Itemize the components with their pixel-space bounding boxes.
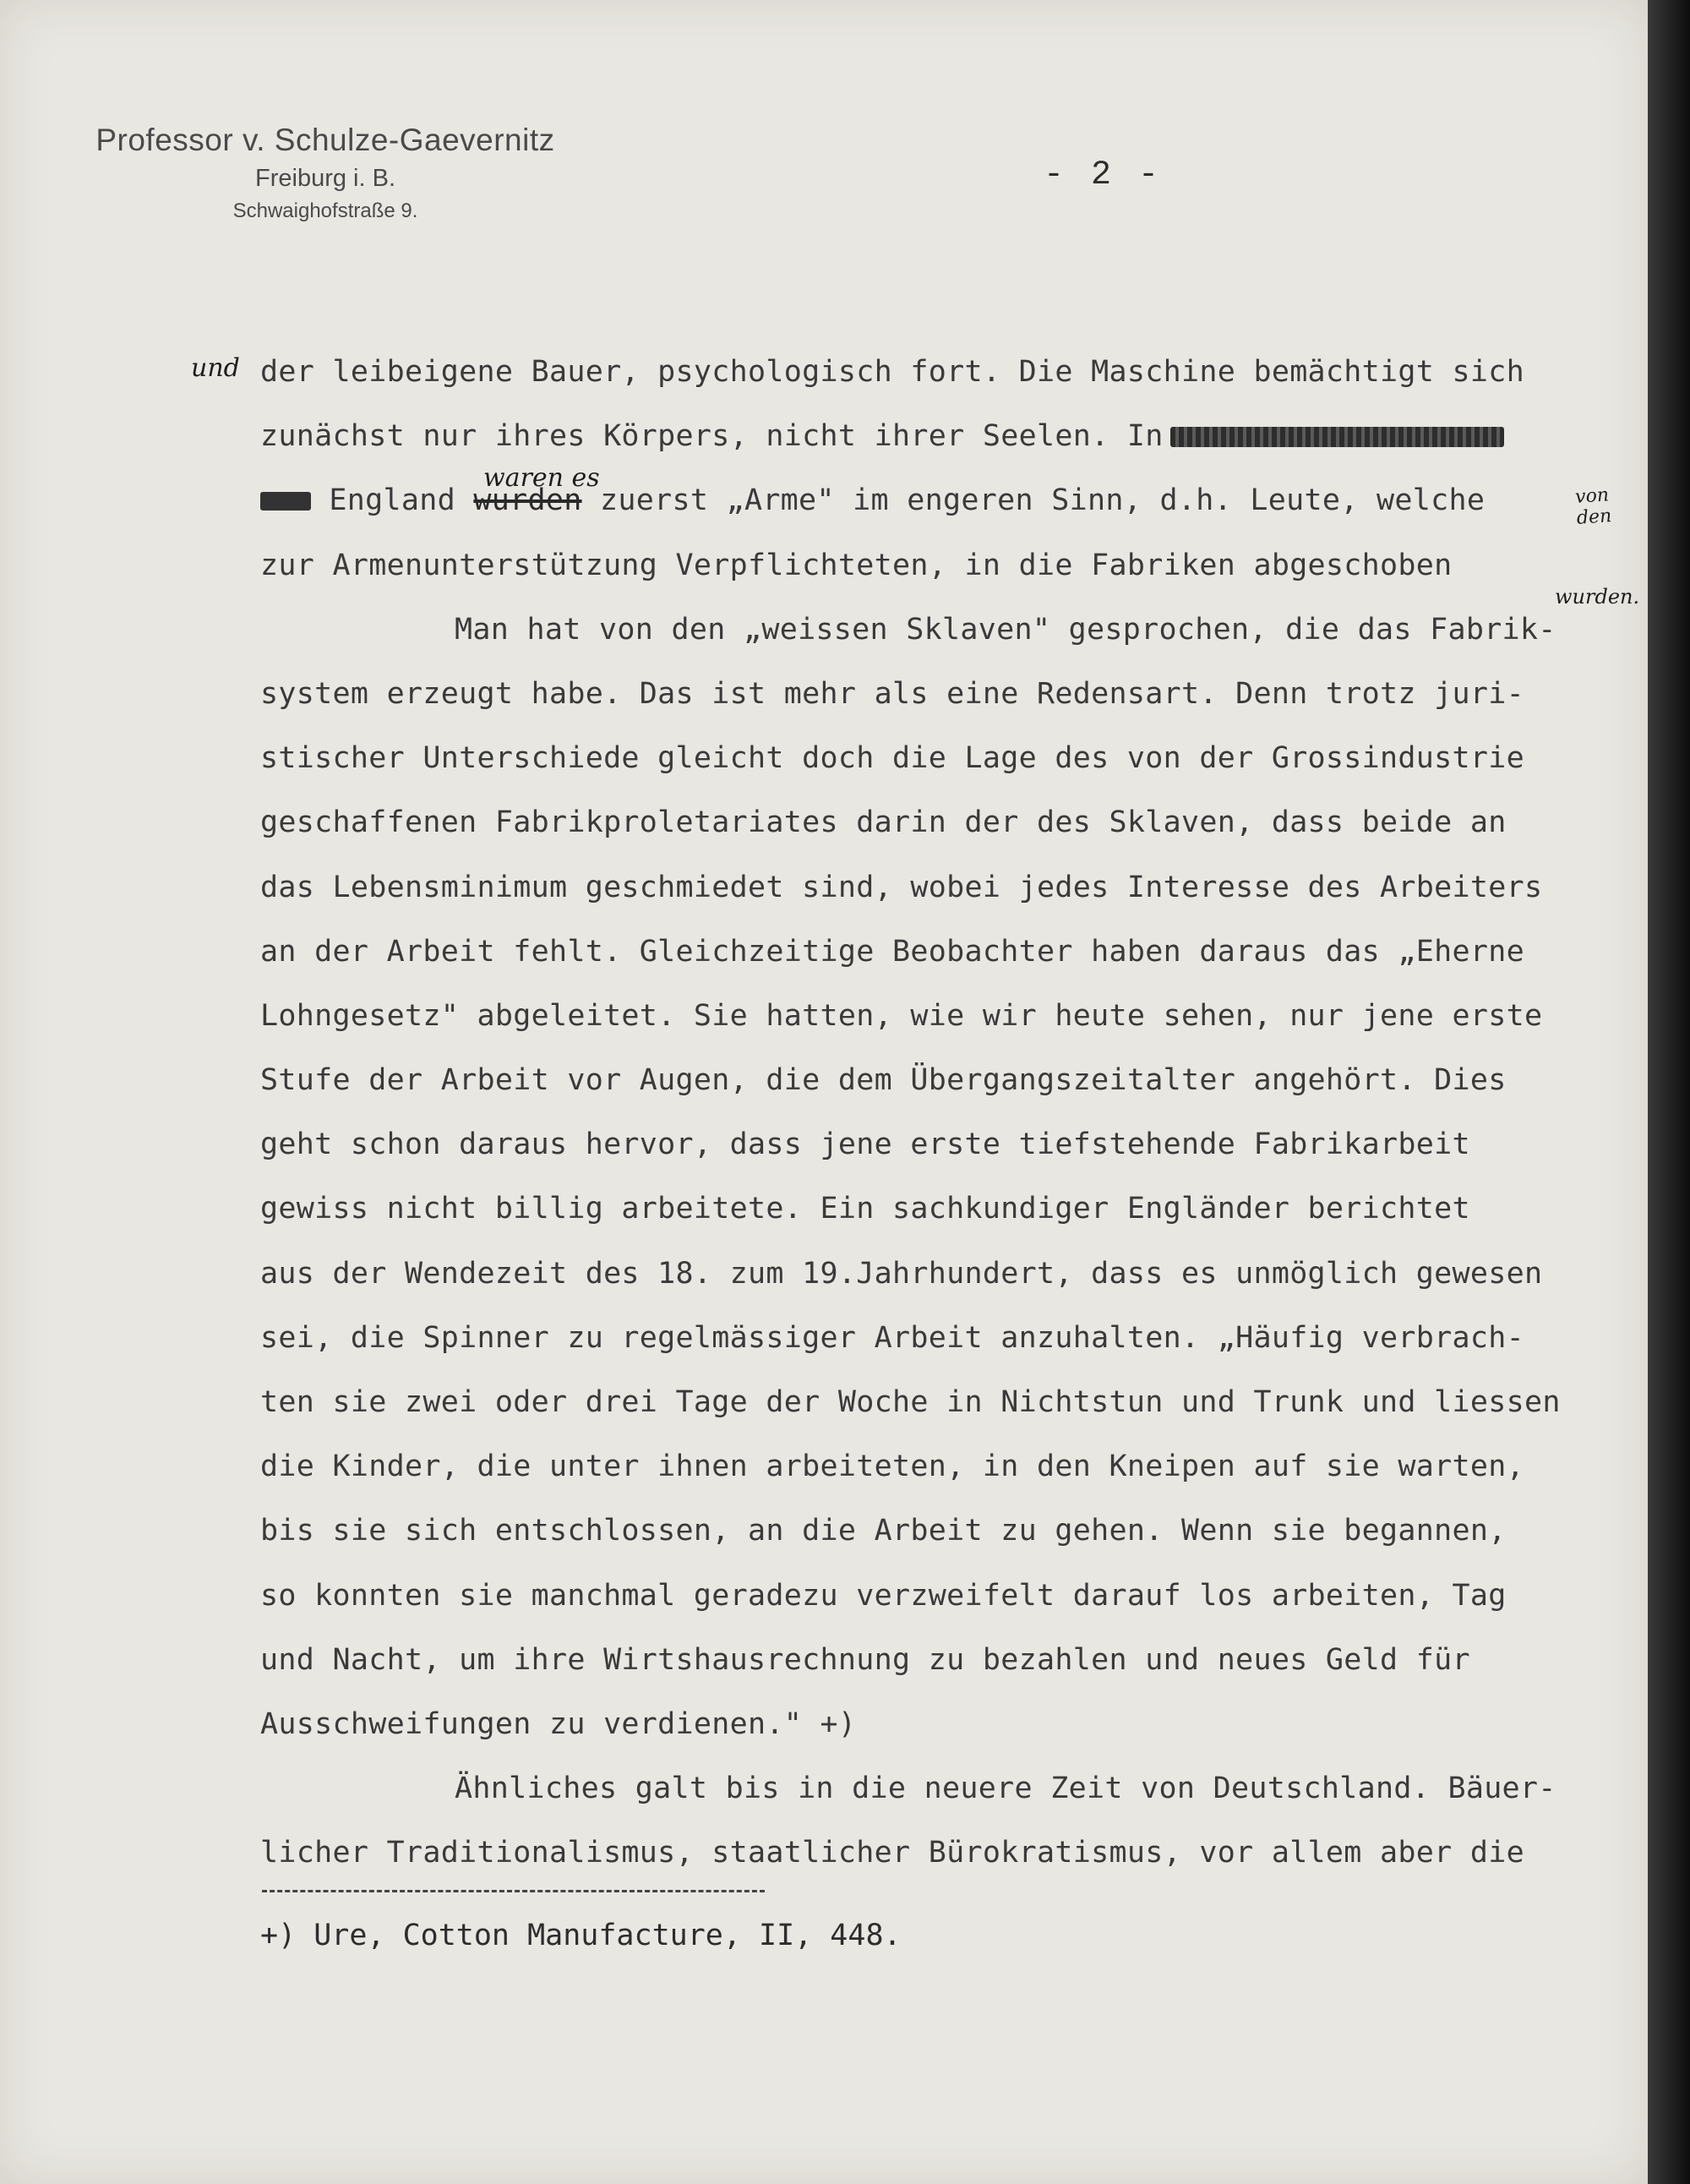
text-line-5: Man hat von den „weissen Sklaven" gesprochen, die das Fabrik-	[455, 612, 1556, 647]
text-line-3-england: England	[329, 483, 455, 518]
text-line-2-text: zunächst nur ihres Körpers, nicht ihrer Seelen. In	[260, 419, 1164, 454]
text-line-15: aus der Wendezeit des 18. zum 19.Jahrhundert, dass es unmöglich gewesen	[260, 1256, 1543, 1291]
text-line-18: die Kinder, die unter ihnen arbeiteten, in den Kneipen auf sie warten,	[260, 1450, 1525, 1484]
text-line-6: system erzeugt habe. Das ist mehr als eine Redensart. Denn trotz juri-	[260, 676, 1525, 711]
text-line-11: Lohngesetz" abgeleitet. Sie hatten, wie wir heute sehen, nur jene erste	[260, 998, 1543, 1033]
struck-out-word	[260, 492, 311, 511]
letterhead-city: Freiburg i. B.	[255, 165, 395, 192]
letterhead-name: Professor v. Schulze-Gaevernitz	[95, 123, 555, 157]
letterhead	[97, 123, 570, 223]
text-line-12: Stufe der Arbeit vor Augen, die dem Übergangszeitalter angehört. Dies	[260, 1063, 1507, 1098]
text-line-10: an der Arbeit fehlt. Gleichzeitige Beobachter haben daraus das „Eherne	[260, 934, 1525, 969]
text-line-21: und Nacht, um ihre Wirtshausrechnung zu bezahlen und neues Geld für	[260, 1642, 1470, 1677]
page-number: - 2 -	[1044, 156, 1163, 194]
text-line-1: der leibeigene Bauer, psychologisch fort. Die Maschine bemächtigt sich	[260, 355, 1525, 389]
text-line-23: Ähnliches galt bis in die neuere Zeit von Deutschland. Bäuer-	[455, 1772, 1556, 1806]
text-line-20: so konnten sie manchmal geradezu verzweifelt darauf los arbeiten, Tag	[260, 1578, 1507, 1613]
body-text	[260, 347, 1663, 1892]
text-line-14: gewiss nicht billig arbeitete. Ein sachkundiger Engländer berichtet	[260, 1192, 1470, 1226]
handwritten-margin-left: und	[191, 353, 240, 383]
handwritten-insertion: waren es	[483, 463, 600, 493]
text-line-2	[260, 411, 1663, 475]
handwritten-margin-right-1: von den	[1574, 484, 1613, 529]
text-line-8: geschaffenen Fabrikproletariates darin der des Sklaven, dass beide an	[260, 805, 1507, 840]
letterhead-street: Schwaighofstraße 9.	[232, 199, 418, 222]
text-line-16: sei, die Spinner zu regelmässiger Arbeit anzuhalten. „Häufig verbrach-	[260, 1320, 1525, 1355]
struck-word-wurden: wurden	[473, 483, 582, 518]
struck-out-text	[1170, 427, 1504, 447]
text-line-3-rest: zuerst „Arme" im engeren Sinn, d.h. Leute, welche	[599, 483, 1486, 518]
text-line-3	[260, 475, 1663, 539]
text-line-17: ten sie zwei oder drei Tage der Woche in Nichtstun und Trunk und liessen	[260, 1385, 1561, 1419]
text-line-19: bis sie sich entschlossen, an die Arbeit zu gehen. Wenn sie begannen,	[260, 1514, 1507, 1548]
text-line-13: geht schon daraus hervor, dass jene erste tiefstehende Fabrikarbeit	[260, 1127, 1470, 1162]
text-line-24: licher Traditionalismus, staatlicher Bürokratismus, vor allem aber die	[260, 1836, 1525, 1870]
footnote: +) Ure, Cotton Manufacture, II, 448.	[260, 1919, 902, 1952]
text-line-7: stischer Unterschiede gleicht doch die Lage des von der Grossindustrie	[260, 741, 1525, 776]
text-line-22: Ausschweifungen zu verdienen." +)	[260, 1706, 857, 1741]
handwritten-margin-right-2: wurden.	[1555, 585, 1640, 609]
footnote-separator	[262, 1890, 765, 1892]
text-line-4: zur Armenunterstützung Verpflichteten, in die Fabriken abgeschoben	[260, 548, 1453, 582]
scan-edge	[1648, 0, 1690, 2184]
text-line-9: das Lebensminimum geschmiedet sind, wobei jedes Interesse des Arbeiters	[260, 870, 1543, 904]
